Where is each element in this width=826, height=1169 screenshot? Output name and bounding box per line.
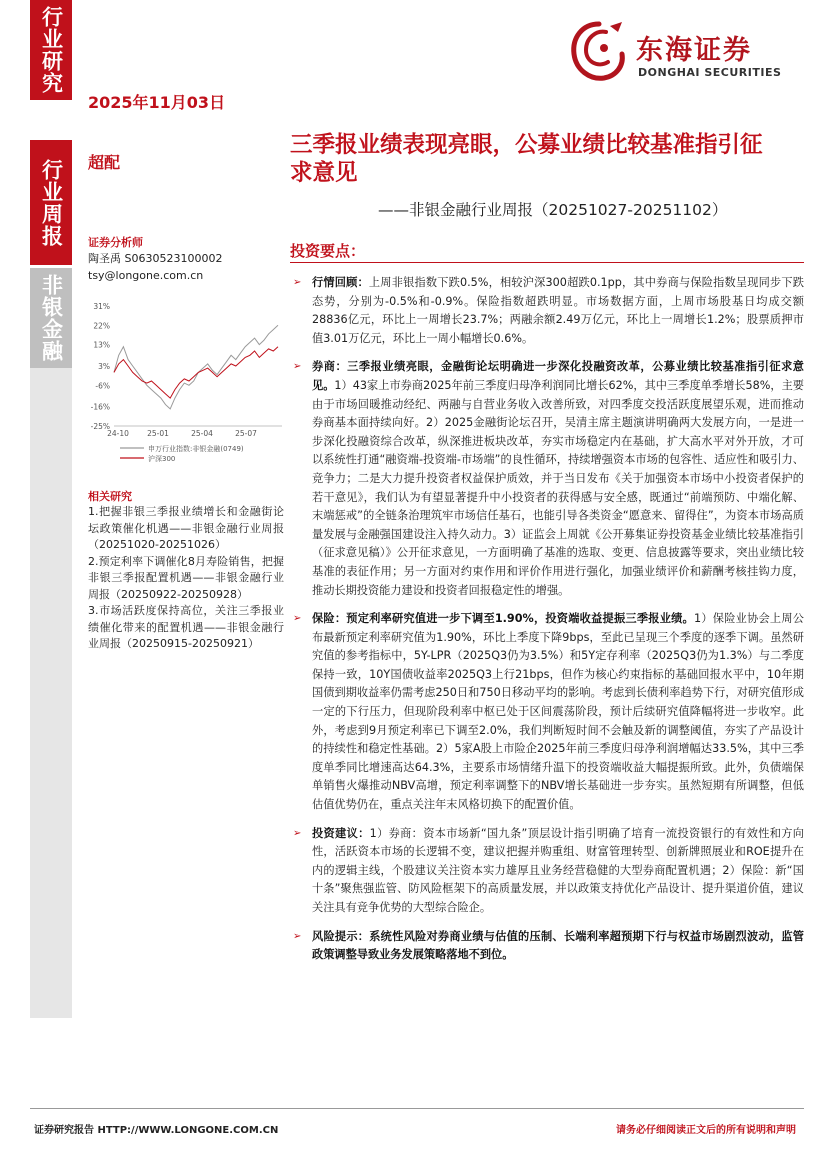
y-tick-label: -25% <box>90 422 110 431</box>
legend-label: 申万行业指数:非银金融(0749) <box>148 445 244 453</box>
y-tick-label: 13% <box>93 340 110 350</box>
key-point-lead: 行情回顾： <box>312 276 369 289</box>
report-subtitle: ——非银金融行业周报（20251027-20251102） <box>378 201 728 219</box>
key-point-text: 1）保险业协会上周公布最新预定利率研究值为1.90%，环比上季度下降9bps，至此已呈现三个季度的逐季下调。虽然研究值的参考指标中，5Y-LPR（2025Q3仍为3.5%）和5Y定存利率（2025Q3仍为1.3%）与二季度保持一致，10Y国债收益率2025Q3上行21bps，但作为核心约束指标的基础回报水平中，10年期国债到期收益率仍需考虑250日和750日移动平均的影响。考虑到长债利率趋势下行，对研究值形成一定的下行压力，但现阶段利率中枢已处于区间震荡阶段，预计后续研究值降幅将进一步收窄。此外，考虑到9月预定利率已下调至2.0%，我们判断短时间不会触及新的调整阈值，夯实了产品设计的持续性和稳定性基础。2）5家A股上市险企2025年前三季度归母净利润增幅达33.5%，其中三季度单季同比增速高达64.3%，主要系市场情绪升温下的投资端收益大幅提振所致。此外，负债端保单销售火爆推动NBV高增，预定利率调整下的NBV增长基础进一步夯实。虽然短期有所调整，但低估值优势仍在，重点关注年末风格切换下的配置价值。 <box>312 612 804 812</box>
y-tick-label: 22% <box>93 321 110 331</box>
y-tick-label: 3% <box>98 362 110 371</box>
series-line-1 <box>114 347 278 398</box>
logo-chinese-name: 东海证券 <box>636 35 752 66</box>
related-item[interactable]: 2.预定利率下调催化8月寿险销售，把握非银三季报配置机遇——非银金融行业周报（20250922-20250928） <box>88 554 284 601</box>
y-tick-label: 31% <box>93 302 110 311</box>
key-point-lead: 保险：预定利率研究值进一步下调至1.90%，投资端收益提振三季报业绩。 <box>312 612 694 626</box>
key-point-lead: 风险提示：系统性风险对券商业绩与估值的压制、长端利率超预期下行与权益市场剧烈波动，监管政策调整导致业务发展策略落地不到位。 <box>312 929 804 962</box>
arrow-bullet-icon: ➢ <box>293 827 302 839</box>
key-point-text: 上周非银指数下跌0.5%，相较沪深300超跌0.1pp，其中券商与保险指数呈现同步下跌态势，分别为-0.5%和-0.9%。保险指数超跌明显。市场数据方面，上周市场股基日均成交额28836亿元，环比上一周增长23.7%；两融余额2.49万亿元，环比上一周增长1.2%；股票质押市值3.01万亿元，环比上一周小幅增长0.6%。 <box>312 276 804 345</box>
rating-badge: 超配 <box>88 153 121 172</box>
key-point-lead: 券商：三季报业绩亮眼，金融街论坛明确进一步深化投融资改革，公募业绩比较基准指引征求意见。 <box>312 360 804 392</box>
related-item[interactable]: 3.市场活跃度保持高位，关注三季报业绩催化带来的配置机遇——非银金融行业周报（20250915-20250921） <box>88 604 284 650</box>
key-point-market-review <box>290 274 804 348</box>
key-point-brokerage <box>290 358 804 600</box>
heading-divider <box>290 262 804 263</box>
x-tick-label: 24-10 <box>107 429 129 438</box>
x-tick-label: 25-01 <box>147 429 169 438</box>
key-point-risk-warning <box>290 928 804 965</box>
report-title: 三季报业绩表现亮眼，公募业绩比较基准指引征求意见 <box>290 132 763 186</box>
analyst-info <box>88 250 222 284</box>
arrow-bullet-icon: ➢ <box>293 361 302 373</box>
key-points-heading: 投资要点： <box>290 242 366 260</box>
analyst-email: tsy@longone.com.cn <box>88 269 204 282</box>
key-points-body <box>290 274 804 975</box>
company-logo <box>566 18 796 88</box>
sidebar-tab-industry-weekly: 行业周报 <box>30 140 72 265</box>
related-item[interactable]: 1.把握非银三季报业绩增长和金融街论坛政策催化机遇——非银金融行业周报（20251020-20251026） <box>88 505 284 551</box>
sidebar-tab-non-bank-finance: 非银金融 <box>30 268 72 368</box>
key-point-investment-advice <box>290 825 804 918</box>
related-research-heading: 相关研究 <box>88 490 132 503</box>
y-tick-label: -16% <box>90 402 110 412</box>
x-tick-label: 25-04 <box>191 429 213 438</box>
analyst-name: 陶圣禹 S0630523100002 <box>88 252 223 265</box>
key-point-insurance <box>290 610 804 815</box>
arrow-bullet-icon: ➢ <box>293 277 302 288</box>
dragon-logo-icon <box>566 18 632 88</box>
key-point-lead: 投资建议： <box>312 826 370 840</box>
series-line-0 <box>114 325 278 409</box>
report-date: 2025年11月03日 <box>88 93 226 112</box>
analyst-heading: 证券分析师 <box>88 236 143 249</box>
sidebar-background <box>30 368 72 1018</box>
x-tick-label: 25-07 <box>235 429 257 438</box>
legend-label: 沪深300 <box>148 455 176 463</box>
arrow-bullet-icon: ➢ <box>293 613 302 625</box>
performance-chart <box>86 298 286 473</box>
key-point-text: 1）43家上市券商2025年前三季度归母净利润同比增长62%，其中三季度单季增长58%，主要由于市场回暖推动经纪、两融与自营业务收入改善所致，对四季度交投活跃度展望乐观，进而推动券商基本面持续向好。2）2025金融街论坛召开，吴清主席主题演讲明确两大发展方向，一是进一步深化投融资综合改革，纵深推进板块改革，夯实市场稳定内在基础，扩大高水平对外开放，才可以系统性打通“融资端-投资端-市场端”的良性循环，持续增强资本市场的包容性、适应性和吸引力、竞争力；二是大力提升投资者权益保护质效，并于当日发布《关于加强资本市场中小投资者保护的若干意见》，我们认为有望显著提升中小投资者的获得感与安全感，既通过“前端预防、中端化解、末端惩戒”的全链条治理筑牢市场信任基石，也能引导各类资金“愿意来、留得住”，为资本市场高质量发展与金融强国建设注入持久动力。3）证监会上周就《公开募集证券投资基金业绩比较基准指引（征求意见稿）》公开征求意见，一方面明确了基准的选取、变更、信息披露等要求，突出业绩比较基准的表征作用；另一方面对约束作用和评价作用进行强化，加强业绩评价和薪酬考核挂钩力度，推动长期投资能力建设和投资者回报稳定性的增强。 <box>312 378 804 597</box>
logo-english-name: DONGHAI SECURITIES <box>638 66 782 79</box>
arrow-bullet-icon: ➢ <box>293 930 302 942</box>
footer-website[interactable]: 证券研究报告 HTTP://WWW.LONGONE.COM.CN <box>34 1125 279 1136</box>
sidebar-tab-industry-research: 行业研究 <box>30 0 72 100</box>
y-tick-label: -6% <box>95 381 110 391</box>
footer-divider <box>30 1108 804 1109</box>
related-research-list <box>88 504 284 653</box>
footer-disclaimer: 请务必仔细阅读正文后的所有说明和声明 <box>616 1125 796 1136</box>
key-point-text: 1）券商：资本市场新“国九条”顶层设计指引明确了培育一流投资银行的有效性和方向性，活跃资本市场的长逻辑不变，建议把握并购重组、财富管理转型、创新牌照展业和ROE提升在内的逻辑主线，个股建议关注资本实力雄厚且业务经营稳健的大型券商配置机遇；2）保险：新“国十条”聚焦强监管、防风险框架下的高质量发展，并以政策支持优化产品设计、提升渠道价值，建议关注具有竞争优势的大型综合险企。 <box>312 826 804 914</box>
